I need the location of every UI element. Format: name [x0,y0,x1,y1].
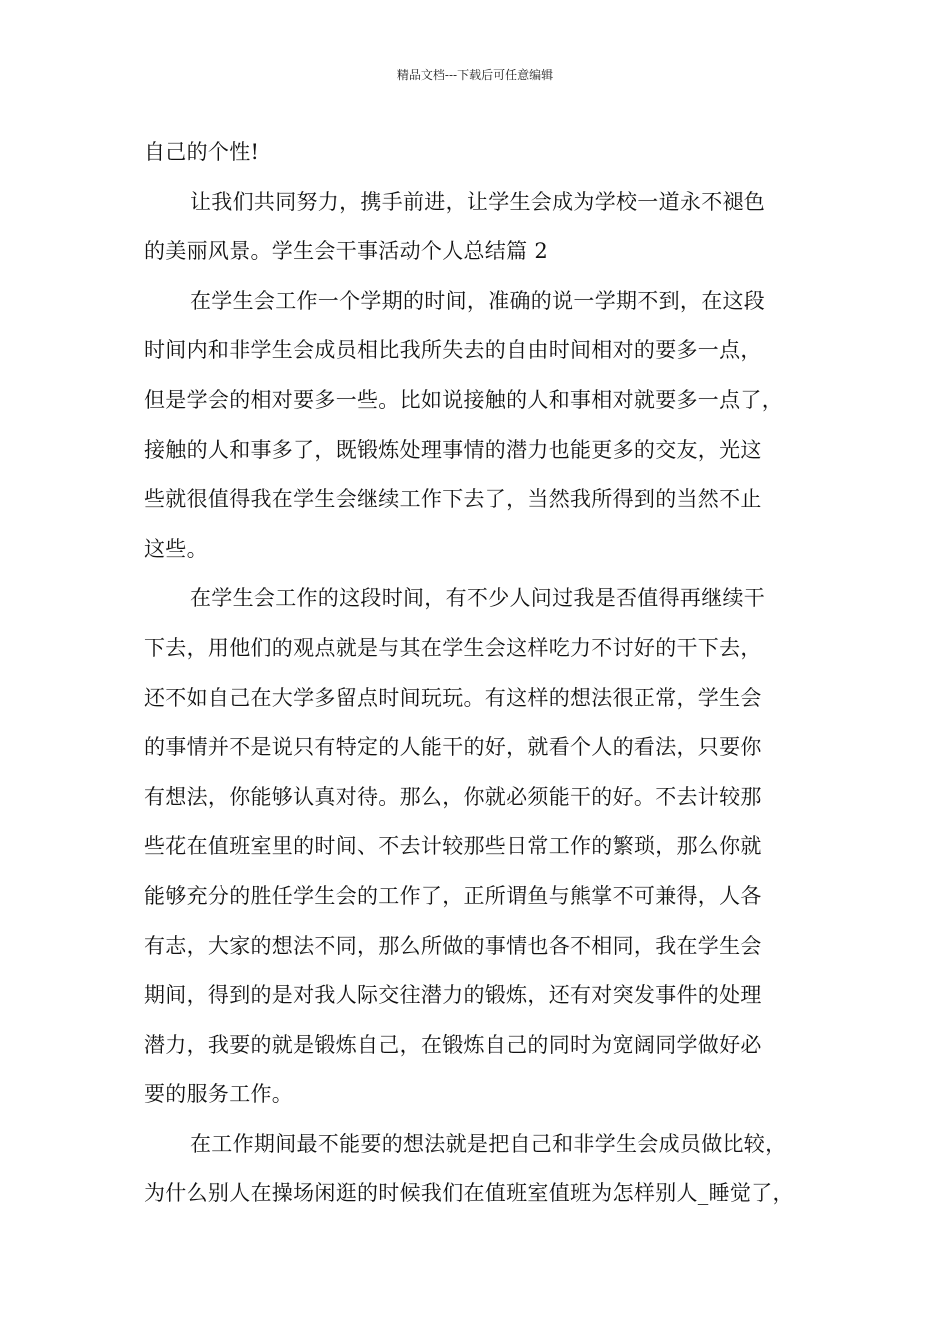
text-line: 这些。 [144,536,208,561]
text-line: 时间内和非学生会成员相比我所失去的自由时间相对的要多一点， [144,338,762,363]
text-line: 但是学会的相对要多一些。比如说接触的人和事相对就要多一点了， [144,387,783,412]
text-line: 自己的个性! [144,140,260,164]
text-line: 些就很值得我在学生会继续工作下去了，当然我所得到的当然不止 [144,487,762,512]
text-line: 接触的人和事多了，既锻炼处理事情的潜力也能更多的交友，光这 [144,437,762,462]
text-line: 有志，大家的想法不同，那么所做的事情也各不相同，我在学生会 [144,933,762,958]
text-line: 让我们共同努力，携手前进，让学生会成为学校一道永不褪色 [190,189,766,214]
text-line: 为什么别人在操场闲逛的时候我们在值班室值班为怎样别人_睡觉了， [144,1181,794,1206]
text-line: 有想法，你能够认真对待。那么，你就必须能干的好。不去计较那 [144,784,762,809]
text-line: 期间，得到的是对我人际交往潜力的锻炼，还有对突发事件的处理 [144,983,762,1008]
text-line: 在学生会工作一个学期的时间，准确的说一学期不到，在这段 [190,288,766,313]
text-line: 在工作期间最不能要的想法就是把自己和非学生会成员做比较， [190,1131,787,1156]
text-line: 能够充分的胜任学生会的工作了，正所谓鱼与熊掌不可兼得，人各 [144,883,762,908]
document-body [144,128,844,1219]
text-line: 下去，用他们的观点就是与其在学生会这样吃力不讨好的干下去， [144,635,762,660]
text-line: 的事情并不是说只有特定的人能干的好，就看个人的看法，只要你 [144,735,762,760]
text-line: 些花在值班室里的时间、不去计较那些日常工作的繁琐，那么你就 [144,834,762,859]
page-header: 精品文档---下载后可任意编辑 [396,68,554,82]
text-line: 要的服务工作。 [144,1082,294,1107]
text-line: 的美丽风景。学生会干事活动个人总结篇 2 [144,239,549,264]
text-line: 在学生会工作的这段时间，有不少人问过我是否值得再继续干 [190,586,766,611]
text-line: 还不如自己在大学多留点时间玩玩。有这样的想法很正常，学生会 [144,685,762,710]
text-line: 潜力，我要的就是锻炼自己，在锻炼自己的同时为宽阔同学做好必 [144,1032,762,1057]
